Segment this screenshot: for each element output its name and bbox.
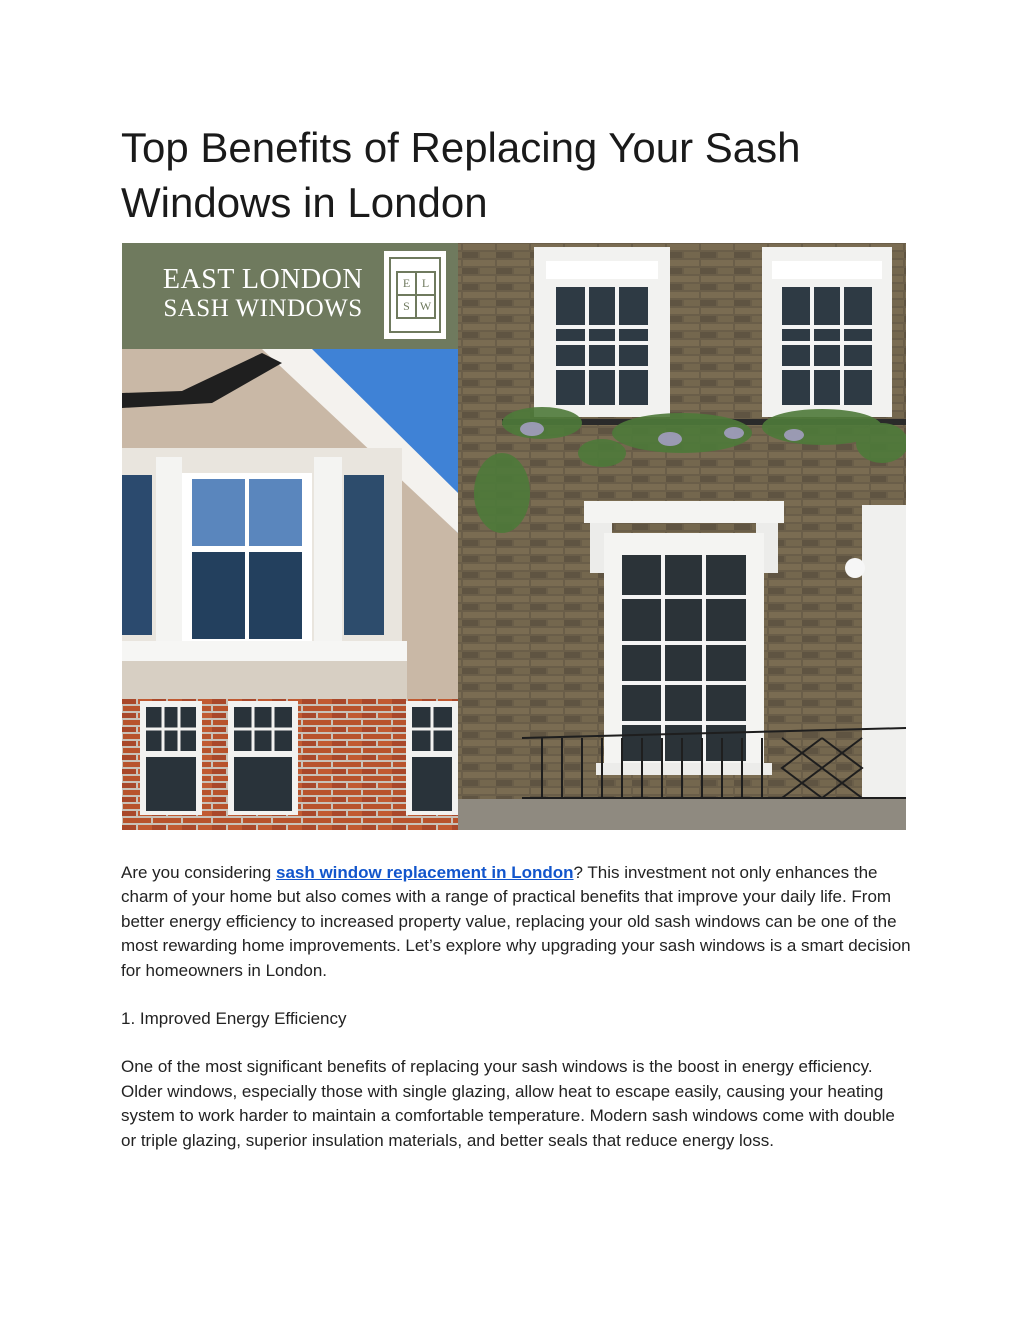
monogram-letter: L — [416, 272, 435, 295]
logo-wordmark — [148, 265, 378, 323]
monogram-letter: W — [416, 295, 435, 318]
intro-paragraph: Are you considering sash window replacement in London? This investment not only enhances the charm of your home but also comes with a range of practical benefits that improve your daily life. From better energy efficiency to increased property value, replacing your old sash windows can be one of the most rewarding home improvements. Let’s explore why upgrading your sash windows is a smart decision for homeowners in London. — [121, 863, 911, 980]
logo-line-2: SASH WINDOWS — [163, 295, 363, 322]
sash-window-replacement-link[interactable]: sash window replacement in London — [275, 863, 574, 882]
section-paragraph: One of the most significant benefits of replacing your sash windows is the boost in energy efficiency. Older windows, especially those with single glazing, allow heat to escape easily, causing your heating system to work harder to maintain a comfortable temperature. Modern sash windows come with double or triple glazing, superior insulation materials, and better seals that reduce energy loss. — [121, 1057, 895, 1150]
logo-line-1: EAST LONDON — [162, 264, 364, 295]
section-heading: 1. Improved Energy Efficiency — [121, 1009, 347, 1029]
article-body — [121, 861, 911, 1177]
page-title: Top Benefits of Replacing Your Sash Windows in London — [121, 124, 801, 226]
hero-image — [122, 243, 906, 830]
monogram-letter: S — [397, 295, 416, 318]
logo-panel — [122, 243, 458, 349]
monogram-badge — [384, 251, 446, 339]
monogram-letter: E — [397, 272, 416, 295]
